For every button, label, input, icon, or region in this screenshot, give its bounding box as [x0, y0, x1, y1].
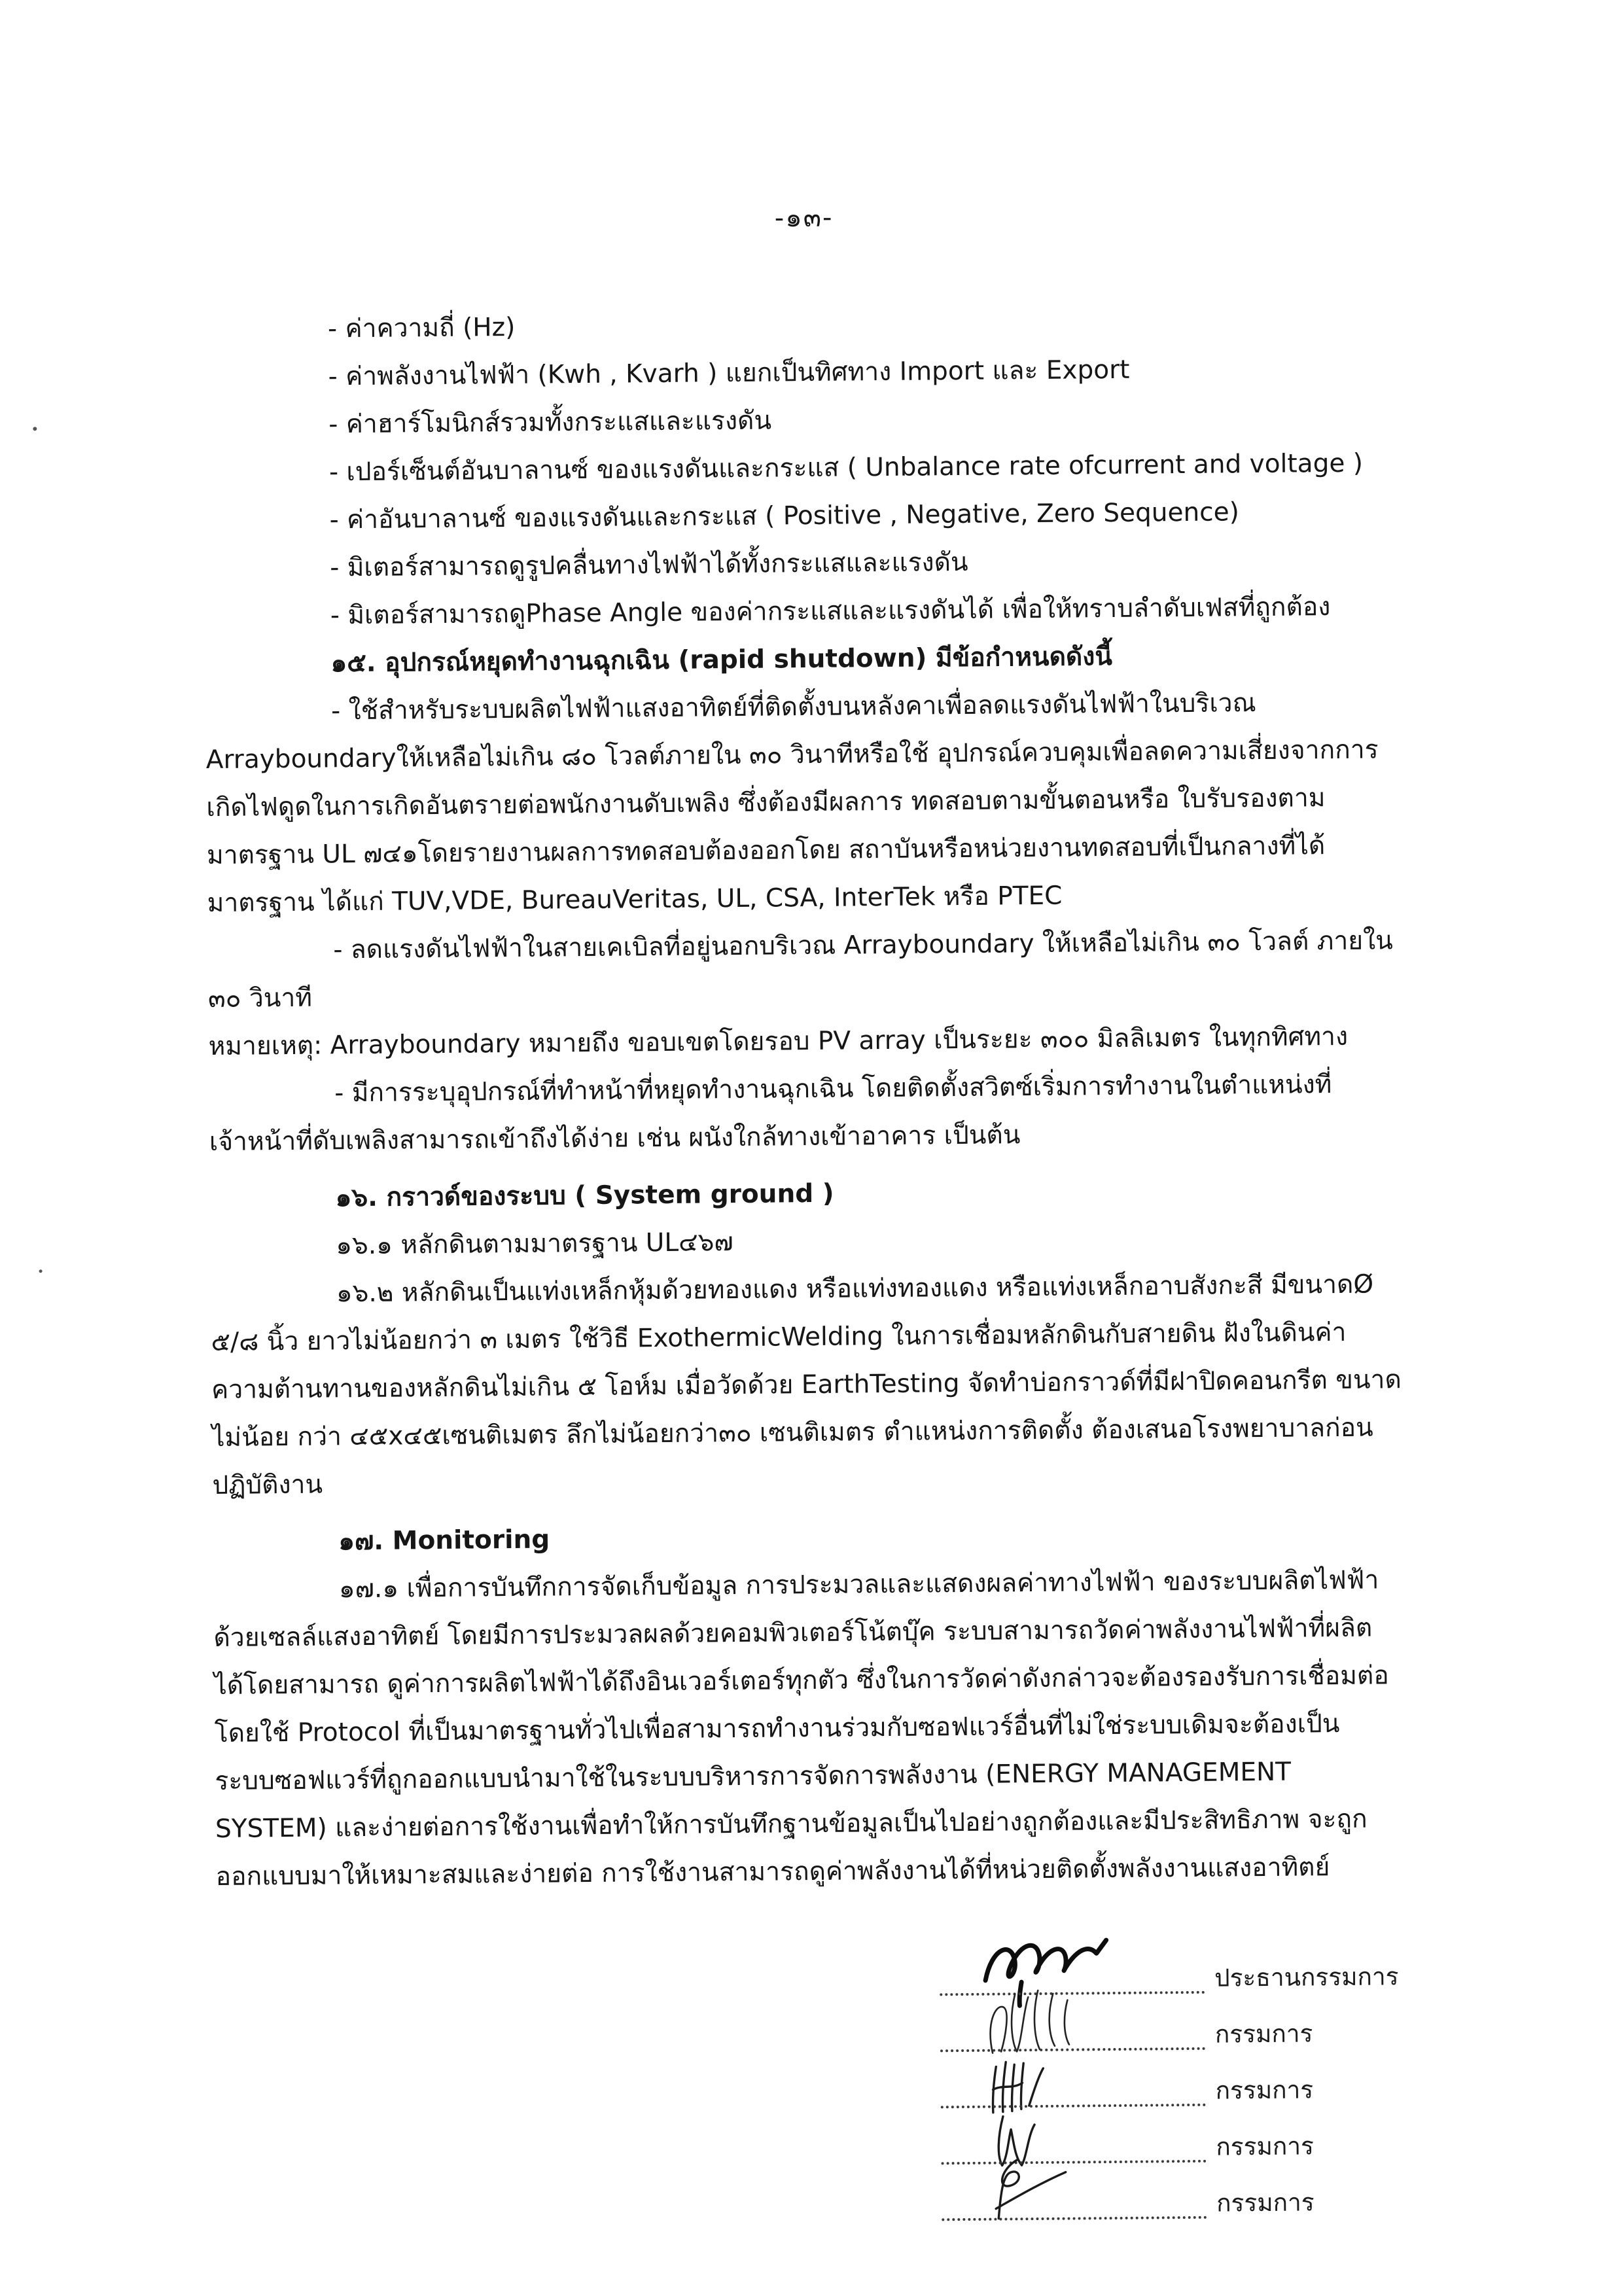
signature-row: [942, 2160, 1505, 2221]
text-line: เกิดไฟดูดในการเกิดอันตรายต่อพนักงานดับเพลิง ซึ่งต้องมีผลการ ทดสอบตามขั้นตอนหรือ ใบรับรองตาม: [206, 783, 1326, 823]
signature-scribble: [977, 2142, 1148, 2235]
text-line: มาตรฐาน UL ๗๔๑โดยรายงานผลการทดสอบต้องออกโดย สถาบันหรือหน่วยงานทดสอบที่เป็นกลางที่ได้: [206, 831, 1326, 871]
scan-speck: [39, 1269, 43, 1273]
text-line: SYSTEM) และง่ายต่อการใช้งานเพื่อทำให้การบันทึกฐานข้อมูลเป็นไปอย่างถูกต้องและมีประสิทธิภาพ จะถูก: [215, 1804, 1368, 1844]
text-line: - มิเตอร์สามารถดูPhase Angle ของค่ากระแสและแรงดันได้ เพื่อให้ทราบลำดับเฟสที่ถูกต้อง: [330, 592, 1331, 631]
signature-role-label: กรรมการ: [1216, 2132, 1315, 2161]
text-line: - เปอร์เซ็นต์อันบาลานซ์ ของแรงดันและกระแส ( Unbalance rate ofcurrent and voltage ): [328, 448, 1364, 487]
text-line: ๓๐ วินาที: [207, 983, 313, 1014]
text-line: - มีการระบุอุปกรณ์ที่ทำหน้าที่หยุดทำงานฉุกเฉิน โดยติดตั้งสวิตซ์เริ่มการทำงานในตำแหน่งที่: [334, 1070, 1332, 1108]
text-line: ระบบซอฟแวร์ที่ถูกออกแบบนำมาใช้ในระบบบริหารการจัดการพลังงาน (ENERGY MANAGEMENT: [215, 1757, 1292, 1796]
text-line: Arrayboundaryให้เหลือไม่เกิน ๘๐ โวลต์ภายใน ๓๐ วินาทีหรือใช้ อุปกรณ์ควบคุมเพื่อลดความเสี่ยงจากการ: [205, 735, 1379, 775]
signature-role-label: กรรมการ: [1214, 2019, 1313, 2049]
text-line: ไม่น้อย กว่า ๔๕x๔๕เซนติเมตร ลึกไม่น้อยกว่า๓๐ เซนติเมตร ตำแหน่งการติดตั้ง ต้องเสนอโรงพยาบาลก่อน: [211, 1413, 1373, 1453]
text-line: ๑๗.๑ เพื่อการบันทึกการจัดเก็บข้อมูล การประมวลและแสดงผลค่าทางไฟฟ้า ของระบบผลิตไฟฟ้า: [338, 1565, 1379, 1604]
document-body: [202, 296, 1459, 1901]
section-heading-15: ๑๕. อุปกรณ์หยุดทำงานฉุกเฉิน (rapid shutdown) มีข้อกำหนดดังนี้: [330, 641, 1113, 679]
signature-block: [940, 1935, 1505, 2221]
text-line: มาตรฐาน ได้แก่ TUV,VDE, BureauVeritas, UL, CSA, InterTek หรือ PTEC: [207, 881, 1063, 919]
text-line: ๑๖.๒ หลักดินเป็นแท่งเหล็กหุ้มด้วยทองแดง หรือแท่งทองแดง หรือแท่งเหล็กอาบสังกะสี มีขนาดØ: [336, 1269, 1374, 1309]
text-line: - ลดแรงดันไฟฟ้าในสายเคเบิลที่อยู่นอกบริเวณ Arrayboundary ให้เหลือไม่เกิน ๓๐ โวลต์ ภายใน: [333, 926, 1394, 965]
page-number: -๑๓-: [774, 202, 834, 234]
signature-role-label: กรรมการ: [1216, 2188, 1315, 2217]
text-line: ๕/๘ นิ้ว ยาวไม่น้อยกว่า ๓ เมตร ใช้วิธี ExothermicWelding ในการเชื่อมหลักดินกับสายดิน ฝังในดินค่า: [211, 1317, 1347, 1358]
text-line: - ค่าความถี่ (Hz): [327, 312, 516, 344]
text-line: ๑๖.๑ หลักดินตามมาตรฐาน UL๔๖๗: [336, 1227, 733, 1261]
text-line: - ค่าพลังงานไฟฟ้า (Kwh , Kvarh ) แยกเป็นทิศทาง Import และ Export: [328, 355, 1130, 392]
signature-role-label: ประธานกรรมการ: [1214, 1962, 1399, 1992]
text-line: ปฏิบัติงาน: [212, 1470, 323, 1501]
text-line: - ค่าอันบาลานซ์ ของแรงดันและกระแส ( Positive , Negative, Zero Sequence): [329, 497, 1240, 535]
section-heading-17: ๑๗. Monitoring: [338, 1525, 550, 1557]
text-line: ด้วยเซลล์แสงอาทิตย์ โดยมีการประมวลผลด้วยคอมพิวเตอร์โน้ตบุ๊ค ระบบสามารถวัดค่าพลังงานไฟฟ้าที่ผลิต: [213, 1613, 1373, 1653]
text-line: หมายเหตุ: Arrayboundary หมายถึง ขอบเขตโดยรอบ PV array เป็นระยะ ๓๐๐ มิลลิเมตร ในทุกทิศทาง: [208, 1021, 1349, 1062]
scan-speck: [33, 427, 37, 431]
section-heading-16: ๑๖. กราวด์ของระบบ ( System ground ): [335, 1178, 834, 1213]
text-line: - มิเตอร์สามารถดูรูปคลื่นทางไฟฟ้าได้ทั้งกระแสและแรงดัน: [330, 547, 968, 583]
text-line: ได้โดยสามารถ ดูค่าการผลิตไฟฟ้าได้ถึงอินเวอร์เตอร์ทุกตัว ซึ่งในการวัดค่าดังกล่าวจะต้องรองรับการเชื่อมต่อ: [213, 1661, 1389, 1701]
text-line: โดยใช้ Protocol ที่เป็นมาตรฐานทั่วไปเพื่อสามารถทำงานร่วมกับซอฟแวร์อื่นที่ไม่ใช่ระบบเดิมจะต้องเป็น: [214, 1708, 1340, 1749]
signature-role-label: กรรมการ: [1215, 2075, 1314, 2105]
text-line: - ค่าฮาร์โมนิกส์รวมทั้งกระแสและแรงดัน: [328, 406, 772, 440]
text-line: เจ้าหน้าที่ดับเพลิงสามารถเข้าถึงได้ง่าย เช่น ผนังใกล้ทางเข้าอาคาร เป็นต้น: [209, 1120, 1021, 1157]
text-line: ออกแบบมาให้เหมาะสมและง่ายต่อ การใช้งานสามารถดูค่าพลังงานได้ที่หน่วยติดตั้งพลังงานแสงอาทิตย์: [215, 1852, 1330, 1892]
text-line: ความต้านทานของหลักดินไม่เกิน ๕ โอห์ม เมื่อวัดด้วย EarthTesting จัดทำบ่อกราวด์ที่มีฝาปิดคอนกรีต ขนาด: [211, 1365, 1402, 1405]
text-line: - ใช้สำหรับระบบผลิตไฟฟ้าแสงอาทิตย์ที่ติดตั้งบนหลังคาเพื่อลดแรงดันไฟฟ้าในบริเวณ: [330, 688, 1256, 726]
